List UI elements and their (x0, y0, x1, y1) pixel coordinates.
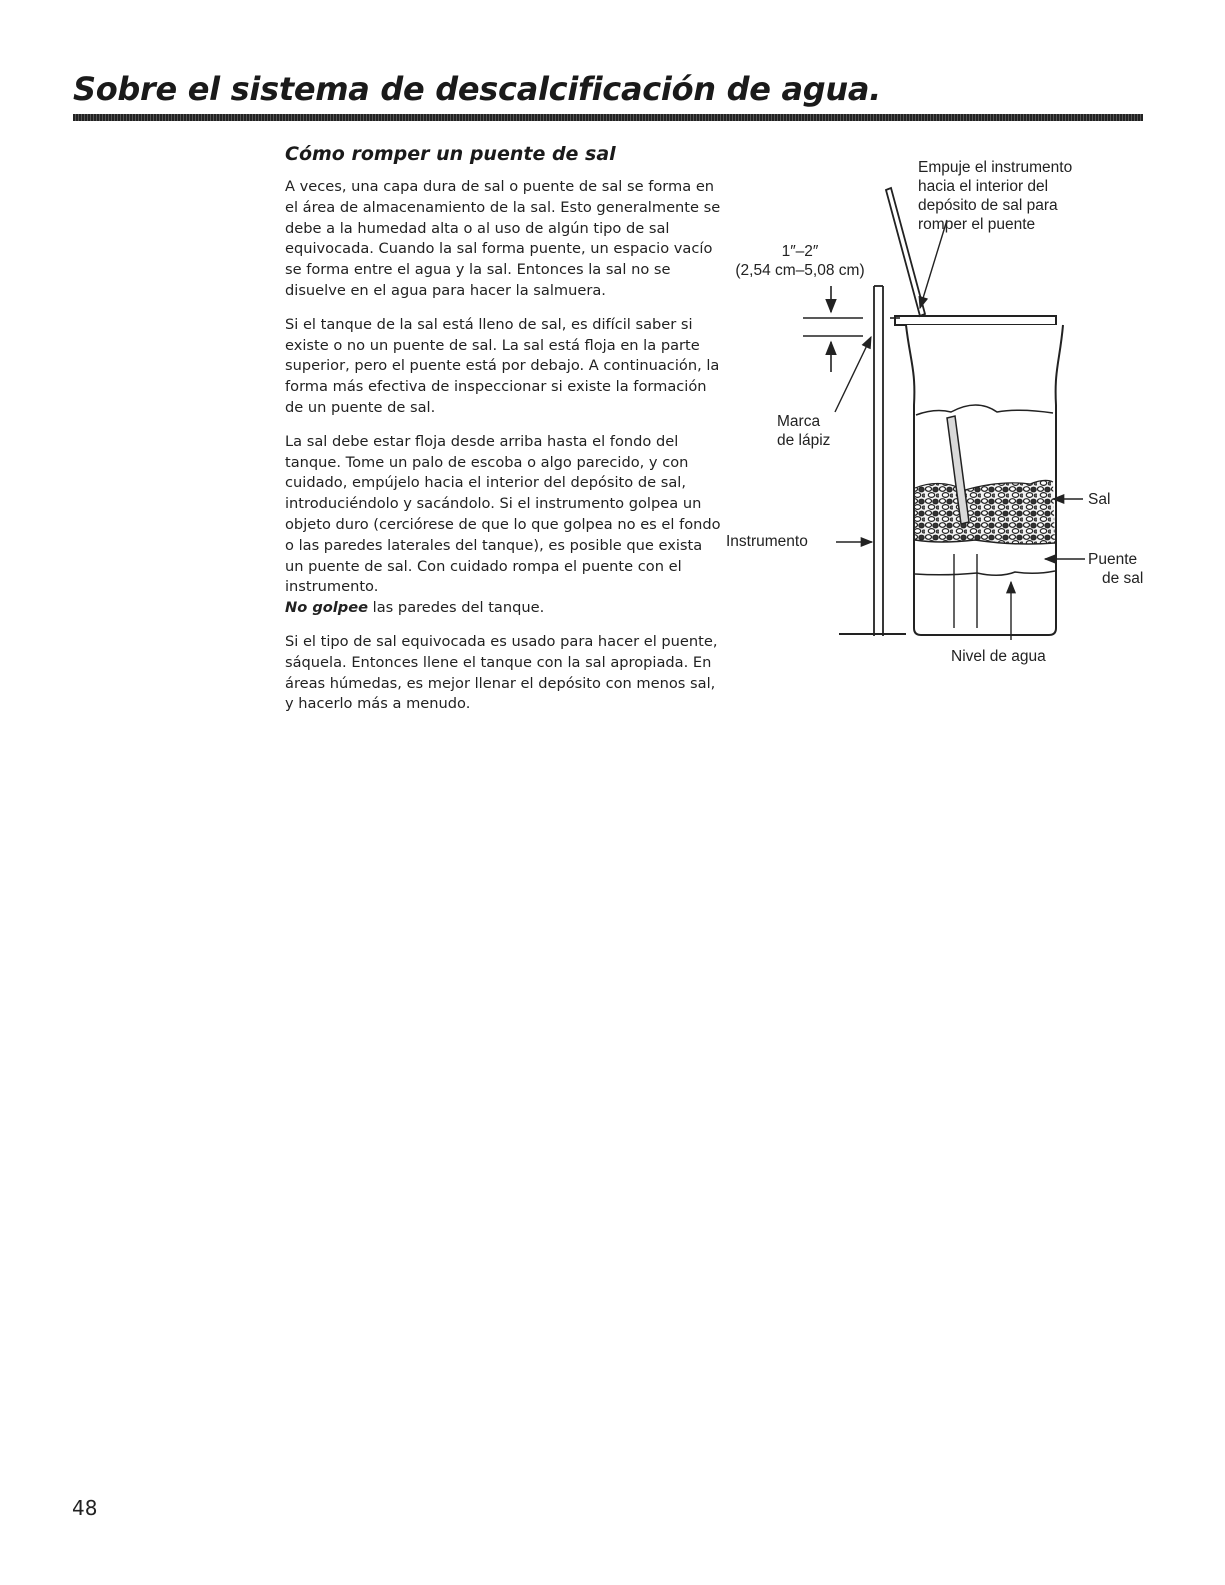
water-level-label: Nivel de agua (951, 648, 1046, 665)
page-number: 48 (72, 1496, 98, 1520)
salt-label: Sal (1088, 491, 1111, 508)
pencil-mark-label: Marca de lápiz (777, 413, 831, 449)
push-instrument-label: Empuje el instrumento hacia el interior del depósito de sal para romper el puente (918, 159, 1073, 233)
paragraph-3-text: La sal debe estar floja desde arriba hasta el fondo del tanque. Tome un palo de escoba o algo parecido, y con cuidado, empújelo hacia el interior del depósito de sal, introduciéndolo y sacándolo. Si el instrumento golpea un objeto duro (cerciórese de que lo que golpea no es el fondo o las paredes laterales del tanque), es posible que exista un puente de sal. Con cuidado rompa el puente con el instrumento. (285, 432, 721, 596)
instrument-label: Instrumento (726, 533, 808, 550)
tank-lid (895, 316, 1056, 325)
paragraph-4: Si el tipo de sal equivocada es usado para hacer el puente, sáquela. Entonces llene el tanque con la sal apropiada. En áreas húmedas, es mejor llenar el depósito con menos sal, y hacerlo más a menudo. (285, 632, 718, 713)
warning-emphasis: No golpee (285, 599, 369, 617)
title-rule (73, 114, 1143, 121)
paragraph-2: Si el tanque de la sal está lleno de sal, es difícil saber si existe o no un puente de sal. La sal está floja en la parte superior, pero el puente está por debajo. A continuación, la forma más efectiva de inspeccionar si existe la formación de un puente de sal. (285, 315, 720, 416)
salt-bridge-label: Puente de sal (1088, 551, 1144, 587)
tank-body (906, 325, 1063, 635)
measurement-label: 1″–2″ (2,54 cm–5,08 cm) (735, 243, 865, 279)
main-content (285, 143, 725, 728)
page-title: Sobre el sistema de descalcificación de agua. (73, 70, 881, 108)
paragraph-1: A veces, una capa dura de sal o puente de sal se forma en el área de almacenamiento de la sal. Esto generalmente se debe a la humedad alta o al uso de algún tipo de sal equivocada. Cuando la sal forma puente, un espacio vacío se forma entre el agua y la sal. Entonces la sal no se disuelve en el agua para hacer la salmuera. (285, 178, 721, 299)
warning-rest: las paredes del tanque. (368, 599, 545, 617)
paragraph-3 (285, 432, 725, 619)
section-heading: Cómo romper un puente de sal (285, 143, 616, 165)
salt-bridge-diagram (715, 150, 1155, 680)
